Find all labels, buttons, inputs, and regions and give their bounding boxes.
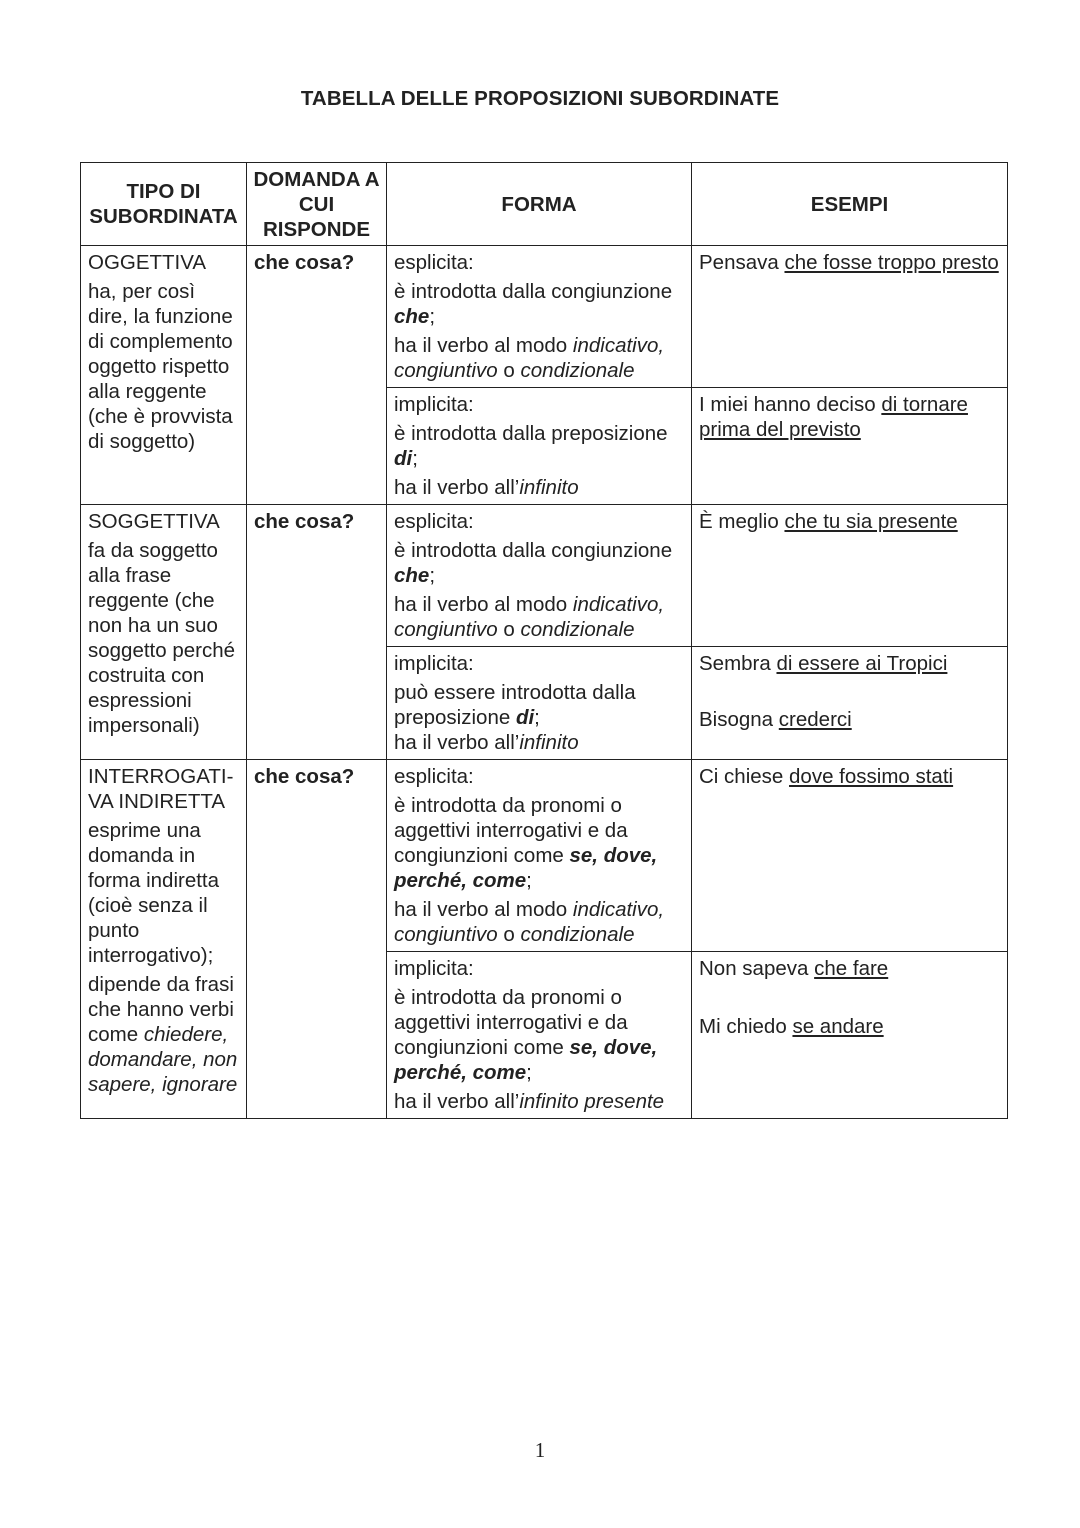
form-cell: implicita: è introdotta da pronomi o aggettivi interrogativi e da congiunzioni come se, dove, perché, come; ha il verbo all’infinito presente bbox=[387, 952, 692, 1119]
table-row bbox=[81, 760, 1008, 952]
form-cell: esplicita: è introdotta dalla congiunzione che; ha il verbo al modo indicativo, congiuntivo o condizionale bbox=[387, 505, 692, 647]
example-subordinate: di tornare prima del previsto bbox=[699, 393, 968, 441]
form-verb: ha il verbo all’ bbox=[394, 731, 520, 754]
example-cell bbox=[692, 505, 1008, 647]
table-header-row bbox=[81, 163, 1008, 246]
header-esempi: ESEMPI bbox=[692, 163, 1008, 246]
form-label: implicita: bbox=[394, 652, 474, 675]
header-forma: FORMA bbox=[387, 163, 692, 246]
type-description: ha, per così dire, la funzione di complemento oggetto rispetto alla reggente (che è provvista di soggetto) bbox=[88, 280, 233, 453]
question-cell: che cosa? bbox=[247, 505, 387, 760]
example-text: Pensava bbox=[699, 251, 779, 274]
form-cell: implicita: può essere introdotta dalla preposizione di; ha il verbo all’infinito bbox=[387, 647, 692, 760]
header-domanda: DOMANDA A CUI RISPONDE bbox=[247, 163, 387, 246]
form-intro: è introdotta dalla preposizione bbox=[394, 422, 668, 445]
type-name: SOGGETTIVA bbox=[88, 510, 220, 533]
form-intro: può essere introdotta dalla preposizione bbox=[394, 681, 636, 729]
page-number: 1 bbox=[534, 1438, 546, 1462]
form-mode: condizionale bbox=[520, 618, 635, 641]
form-verb: ha il verbo all’ bbox=[394, 1090, 520, 1113]
form-intro: è introdotta da pronomi o aggettivi interrogativi e da congiunzioni come bbox=[394, 794, 628, 867]
form-keyword: che bbox=[394, 564, 430, 587]
example-text: Ci chiese bbox=[699, 765, 784, 788]
form-cell: implicita: è introdotta dalla preposizione di; ha il verbo all’infinito bbox=[387, 388, 692, 505]
form-keyword: di bbox=[515, 706, 535, 729]
table-row bbox=[81, 505, 1008, 647]
example-text: I miei hanno deciso bbox=[699, 393, 876, 416]
table-row bbox=[81, 246, 1008, 388]
form-mode: indicativo, bbox=[572, 593, 665, 616]
form-intro: è introdotta da pronomi o aggettivi interrogativi e da congiunzioni come bbox=[394, 986, 628, 1059]
example-text: Mi chiedo bbox=[699, 1015, 787, 1038]
type-description: fa da soggetto alla frase reggente (che non ha un suo soggetto perché costruita con espressioni impersonali) bbox=[88, 539, 236, 737]
form-cell: esplicita: è introdotta da pronomi o aggettivi interrogativi e da congiunzioni come se, dove, perché, come; ha il verbo al modo indicativo, congiuntivo o condizionale bbox=[387, 760, 692, 952]
question-cell: che cosa? bbox=[247, 246, 387, 505]
form-keyword: se, dove, perché, come bbox=[394, 1036, 658, 1084]
form-mode: congiuntivo bbox=[394, 923, 498, 946]
header-tipo: TIPO DI SUBORDINATA bbox=[81, 163, 247, 246]
form-keyword: di bbox=[394, 447, 413, 470]
type-name: INTERROGATI-VA INDIRETTA bbox=[88, 765, 234, 813]
example-text: Bisogna bbox=[699, 708, 774, 731]
document-title: TABELLA DELLE PROPOSIZIONI SUBORDINATE bbox=[300, 87, 780, 110]
example-cell bbox=[692, 647, 1008, 760]
type-description: esprime una domanda in forma indiretta (cioè senza il punto interrogativo); bbox=[88, 819, 220, 967]
example-text: Non sapeva bbox=[699, 957, 809, 980]
form-intro: è introdotta dalla congiunzione bbox=[394, 539, 673, 562]
example-cell bbox=[692, 760, 1008, 952]
form-verb: ha il verbo all’ bbox=[394, 476, 520, 499]
form-conj: o bbox=[503, 359, 515, 382]
type-description: dipende da frasi che hanno verbi come bbox=[88, 973, 234, 1046]
type-cell bbox=[81, 760, 247, 1119]
example-subordinate: che tu sia presente bbox=[784, 510, 958, 533]
type-name: OGGETTIVA bbox=[88, 251, 207, 274]
form-conj: o bbox=[503, 618, 515, 641]
example-cell bbox=[692, 952, 1008, 1119]
form-mode: indicativo, bbox=[572, 898, 665, 921]
form-keyword: che bbox=[394, 305, 430, 328]
form-cell: esplicita: è introdotta dalla congiunzione che; ha il verbo al modo indicativo, congiuntivo o condizionale bbox=[387, 246, 692, 388]
type-verbs: chiedere, domandare, non sapere, ignorare bbox=[88, 1023, 238, 1096]
example-text: Sembra bbox=[699, 652, 771, 675]
type-cell bbox=[81, 505, 247, 760]
example-cell bbox=[692, 246, 1008, 388]
example-cell bbox=[692, 388, 1008, 505]
form-intro: è introdotta dalla congiunzione bbox=[394, 280, 673, 303]
form-mode: condizionale bbox=[520, 359, 635, 382]
form-label: esplicita: bbox=[394, 765, 474, 788]
form-verb: ha il verbo al modo bbox=[394, 593, 568, 616]
form-mode: infinito bbox=[519, 476, 579, 499]
form-label: esplicita: bbox=[394, 510, 474, 533]
example-subordinate: dove fossimo stati bbox=[789, 765, 954, 788]
type-cell bbox=[81, 246, 247, 505]
form-conj: o bbox=[503, 923, 515, 946]
form-label: implicita: bbox=[394, 957, 474, 980]
form-mode: congiuntivo bbox=[394, 359, 498, 382]
example-subordinate: che fosse troppo presto bbox=[784, 251, 999, 274]
form-verb: ha il verbo al modo bbox=[394, 334, 568, 357]
question-cell: che cosa? bbox=[247, 760, 387, 1119]
form-mode: infinito bbox=[519, 731, 579, 754]
form-mode: congiuntivo bbox=[394, 618, 498, 641]
form-keyword: se, dove, perché, come bbox=[394, 844, 658, 892]
form-mode: condizionale bbox=[520, 923, 635, 946]
example-subordinate: di essere ai Tropici bbox=[776, 652, 948, 675]
form-mode: indicativo, bbox=[572, 334, 665, 357]
example-subordinate: che fare bbox=[814, 957, 889, 980]
form-label: esplicita: bbox=[394, 251, 474, 274]
example-subordinate: se andare bbox=[792, 1015, 884, 1038]
example-subordinate: crederci bbox=[778, 708, 852, 731]
form-verb: ha il verbo al modo bbox=[394, 898, 568, 921]
form-mode: infinito presente bbox=[519, 1090, 665, 1113]
form-label: implicita: bbox=[394, 393, 474, 416]
subordinate-table bbox=[80, 162, 1008, 1119]
example-text: È meglio bbox=[699, 510, 779, 533]
